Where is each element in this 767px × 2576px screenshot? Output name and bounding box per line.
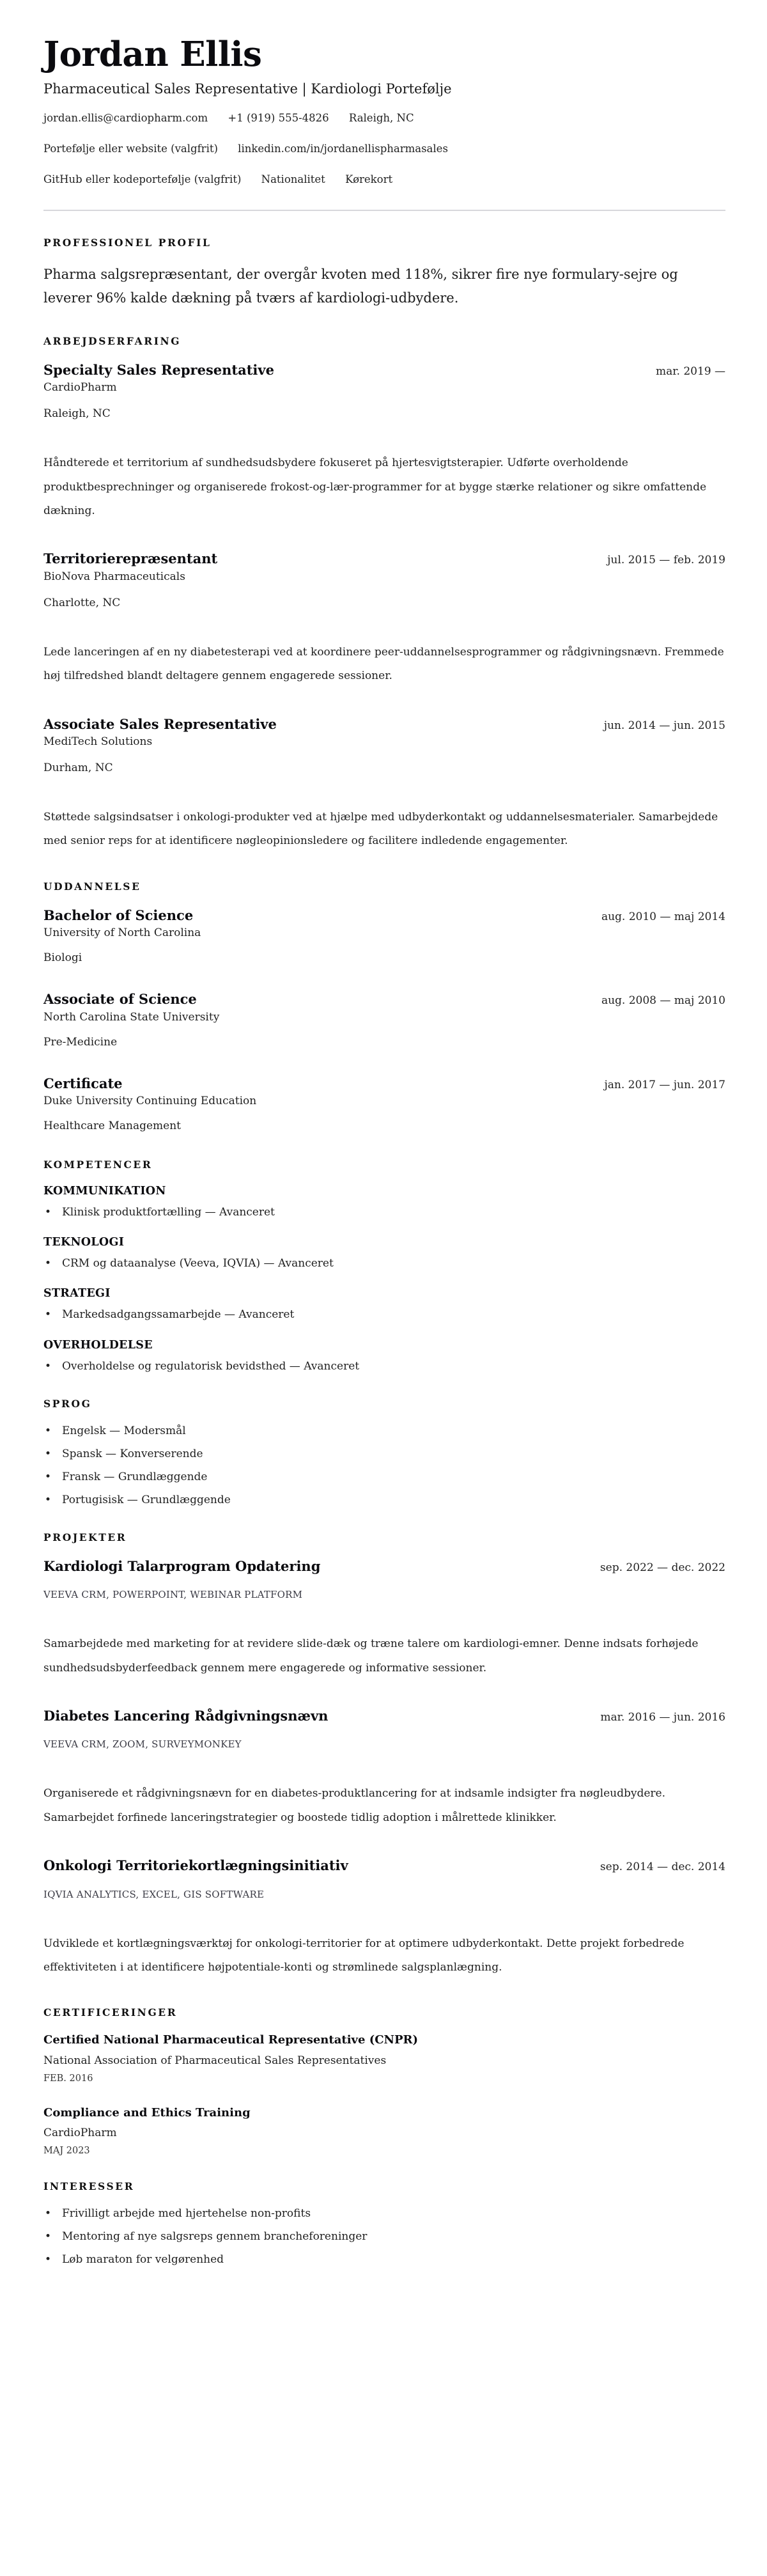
school-name: Duke University Continuing Education: [43, 1095, 257, 1108]
education-dates: jan. 2017 — jun. 2017: [604, 1078, 725, 1091]
project-dates: mar. 2016 — jun. 2016: [600, 1711, 725, 1724]
section-title-experience: ARBEJDSERFARING: [43, 334, 182, 347]
job-dates: jul. 2015 — feb. 2019: [607, 554, 725, 567]
job-dates: jun. 2014 — jun. 2015: [603, 719, 725, 732]
section-title-education: UDDANNELSE: [43, 880, 141, 893]
study-field: Biologi: [43, 951, 82, 965]
project-name: Kardiologi Talarprogram Opdatering: [43, 1558, 321, 1575]
job-location: Raleigh, NC: [43, 407, 111, 421]
section-title-interests: INTERESSER: [43, 2180, 135, 2193]
section-title-certifications: CERTIFICERINGER: [43, 2006, 178, 2019]
interest-item: • Løb maraton for velgørenhed: [43, 2252, 725, 2267]
contact-website[interactable]: Portefølje eller website (valgfrit): [43, 143, 218, 155]
contact-row-primary: [43, 111, 725, 125]
skill-item: • Markedsadgangssamarbejde — Avanceret: [43, 1308, 725, 1322]
skill-category: STRATEGI: [43, 1287, 111, 1300]
interest-item: • Mentoring af nye salgsreps gennem brancheforeninger: [43, 2229, 725, 2244]
interest-item: • Frivilligt arbejde med hjertehelse non-profits: [43, 2206, 725, 2221]
skill-item: • Klinisk produktfortælling — Avanceret: [43, 1205, 725, 1219]
certification-issuer: National Association of Pharmaceutical Sales Representatives: [43, 2054, 387, 2067]
job-description: Håndterede et territorium af sundhedsudsbydere fokuseret på hjertesvigtsterapier. Udførte overholdende produktbesprechninger og organiserede frokost-og-lær-programmer for at bygge stærke relationer og sikre omfattende dækning.: [43, 457, 707, 517]
resume-header: [43, 36, 725, 187]
job-location: Durham, NC: [43, 761, 113, 774]
skill-category: KOMMUNIKATION: [43, 1185, 166, 1198]
skill-item: • CRM og dataanalyse (Veeva, IQVIA) — Avanceret: [43, 1256, 725, 1270]
contact-row-links: [43, 142, 725, 155]
job-description: Lede lanceringen af en ny diabetesterapi ved at koordinere peer-uddannelsesprogrammer og rådgivningsnævn. Fremmede høj tilfredshed blandt deltagere gennem engagerede sessioner.: [43, 645, 724, 683]
skill-category: TEKNOLOGI: [43, 1236, 125, 1249]
contact-nationality: Nationalitet: [261, 173, 325, 186]
certification-item: [43, 2105, 725, 2156]
project-item: [43, 1557, 725, 1680]
education-dates: aug. 2008 — maj 2010: [601, 994, 725, 1008]
certification-issuer: CardioPharm: [43, 2127, 117, 2140]
degree-title: Associate of Science: [43, 991, 197, 1008]
section-interests: [43, 2180, 725, 2267]
job-company: CardioPharm: [43, 380, 117, 394]
contact-drivers-license: Kørekort: [345, 173, 393, 186]
section-profile: [43, 237, 725, 311]
job-company: BioNova Pharmaceuticals: [43, 570, 185, 583]
section-experience: [43, 335, 725, 854]
education-item: [43, 907, 725, 965]
job-title: Associate Sales Representative: [43, 715, 277, 732]
contact-github[interactable]: GitHub eller kodeportefølje (valgfrit): [43, 173, 242, 186]
project-item: [43, 1857, 725, 1979]
interest-list: [43, 2206, 725, 2267]
section-title-skills: KOMPETENCER: [43, 1159, 153, 1171]
section-title-profile: PROFESSIONEL PROFIL: [43, 236, 212, 249]
project-tech: VEEVA CRM, ZOOM, SURVEYMONKEY: [43, 1738, 242, 1751]
project-description: Udviklede et kortlægningsværktøj for onkologi-territorier for at optimere udbyderkontakt. Dette projekt forbedrede effektiviteten i at identificere højpotentiale-konti og strømlinede salgsplanlægning.: [43, 1937, 685, 1974]
contact-linkedin[interactable]: linkedin.com/in/jordanellispharmasales: [238, 143, 448, 155]
candidate-name: Jordan Ellis: [43, 35, 262, 74]
language-item: • Portugisisk — Grundlæggende: [43, 1493, 725, 1507]
study-field: Pre-Medicine: [43, 1035, 118, 1049]
education-dates: aug. 2010 — maj 2014: [601, 910, 725, 923]
degree-title: Bachelor of Science: [43, 907, 194, 923]
certification-date: MAJ 2023: [43, 2146, 90, 2157]
project-dates: sep. 2014 — dec. 2014: [600, 1861, 725, 1874]
section-education: [43, 880, 725, 1133]
job-title: Territorierepræsentant: [43, 550, 218, 567]
job-title: Specialty Sales Representative: [43, 361, 274, 378]
experience-item: [43, 715, 725, 854]
education-item: [43, 990, 725, 1049]
language-list: [43, 1424, 725, 1507]
job-description: Støttede salgsindsatser i onkologi-produkter ved at hjælpe med udbyderkontakt og uddannelsesmaterialer. Samarbejdede med senior reps for at identificere nøgleopinionsledere og facilitere indledende engagementer.: [43, 811, 718, 848]
school-name: North Carolina State University: [43, 1010, 220, 1024]
skill-category: OVERHOLDELSE: [43, 1338, 153, 1352]
contact-phone[interactable]: +1 (919) 555-4826: [228, 111, 329, 124]
degree-title: Certificate: [43, 1075, 123, 1091]
skill-list: [43, 1256, 725, 1270]
skill-list: [43, 1308, 725, 1322]
education-item: [43, 1075, 725, 1133]
contact-location: Raleigh, NC: [348, 111, 414, 124]
project-tech: IQVIA ANALYTICS, EXCEL, GIS SOFTWARE: [43, 1888, 265, 1900]
language-item: • Fransk — Grundlæggende: [43, 1470, 725, 1484]
candidate-headline: Pharmaceutical Sales Representative | Kardiologi Portefølje: [43, 81, 452, 97]
section-languages: [43, 1398, 725, 1507]
job-company: MediTech Solutions: [43, 735, 153, 748]
study-field: Healthcare Management: [43, 1120, 182, 1133]
experience-item: [43, 550, 725, 688]
job-location: Charlotte, NC: [43, 596, 121, 609]
project-item: [43, 1707, 725, 1830]
project-dates: sep. 2022 — dec. 2022: [600, 1561, 725, 1575]
profile-summary: Pharma salgsrepræsentant, der overgår kvoten med 118%, sikrer fire nye formulary-sejre og leverer 96% kalde dækning på tværs af kardiologi-udbydere.: [43, 266, 678, 306]
section-projects: [43, 1531, 725, 1979]
certification-date: FEB. 2016: [43, 2073, 93, 2084]
experience-item: [43, 361, 725, 524]
language-item: • Spansk — Konverserende: [43, 1447, 725, 1461]
contact-row-extra: [43, 173, 725, 186]
section-title-languages: SPROG: [43, 1397, 92, 1410]
contact-email[interactable]: jordan.ellis@cardiopharm.com: [43, 111, 208, 124]
skill-list: [43, 1205, 725, 1219]
job-dates: mar. 2019 —: [656, 364, 725, 378]
project-description: Samarbejdede med marketing for at revidere slide-dæk og træne talere om kardiologi-emner. Denne indsats forhøjede sundhedsudsbyderfeedback gennem mere engagerede og informative sessioner.: [43, 1637, 699, 1674]
language-item: • Engelsk — Modersmål: [43, 1424, 725, 1438]
section-skills: [43, 1159, 725, 1373]
section-title-projects: PROJEKTER: [43, 1531, 127, 1544]
school-name: University of North Carolina: [43, 926, 201, 940]
certification-name: Certified National Pharmaceutical Representative (CNPR): [43, 2033, 419, 2047]
skill-item: • Overholdelse og regulatorisk bevidsthed — Avanceret: [43, 1359, 725, 1373]
skill-list: [43, 1359, 725, 1373]
project-description: Organiserede et rådgivningsnævn for en diabetes-produktlancering for at indsamle indsigter fra nøgleudbydere. Samarbejdet forfinede lanceringstrategier og boostede tidlig adoption i målrettede klinikker.: [43, 1787, 665, 1824]
certification-name: Compliance and Ethics Training: [43, 2105, 251, 2119]
project-tech: VEEVA CRM, POWERPOINT, WEBINAR PLATFORM: [43, 1589, 303, 1601]
project-name: Onkologi Territoriekortlægningsinitiativ: [43, 1857, 348, 1874]
certification-item: [43, 2033, 725, 2083]
project-name: Diabetes Lancering Rådgivningsnævn: [43, 1708, 329, 1724]
header-divider: [43, 210, 725, 211]
section-certifications: [43, 2006, 725, 2156]
